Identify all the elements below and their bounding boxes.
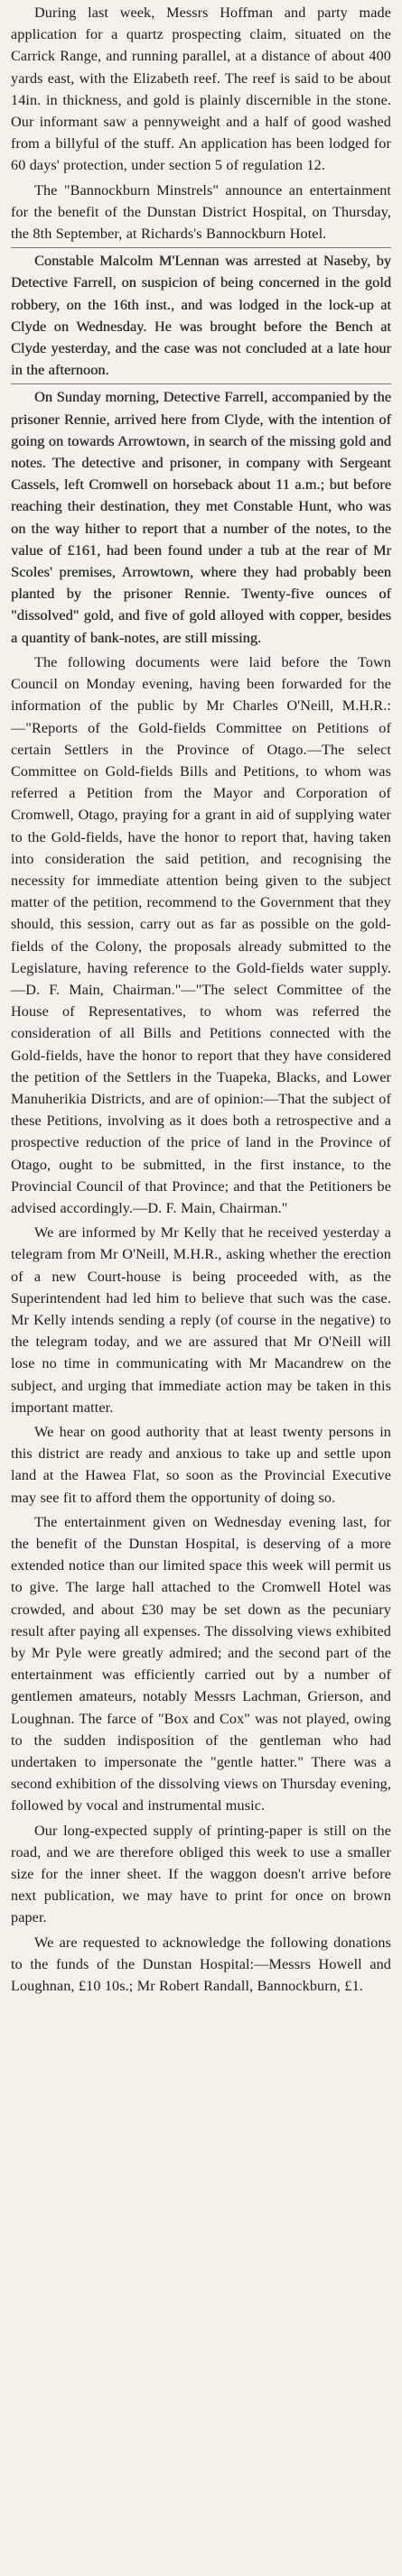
news-item-constable-arrest: Constable Malcolm M'Lennan was arrested at Naseby, by Detective Farrell, on suspicion of being concerned in the gold robbery, on the 16th inst., and was lodged in the lock-up at Clyde on Wednesday. He was brought before the Bench at Clyde yesterday, and the case was not concluded at a late hour in the afternoon. [11,247,391,381]
news-item-quartz-claim: During last week, Messrs Hoffman and party made application for a quartz prospecting claim, situated on the Carrick Range, and running parallel, at a distance of about 400 yards east, with the Elizabeth reef. The reef is said to be about 14in. in thickness, and gold is plainly discernible in the stone. Our informant saw a pennyweight and a half of good washed from a billyful of the stuff. An application has been lodged for 60 days' protection, under section 5 of regulation 12. [11,5,391,174]
news-item-hawea-flat-settlers: We hear on good authority that at least twenty persons in this district are ready and anxious to take up and settle upon land at the Hawea Flat, so soon as the Provincial Executive may see fit to afford them the opportunity of doing so. [11,1424,391,1506]
news-item-court-house-telegram: We are informed by Mr Kelly that he received yesterday a telegram from Mr O'Neill, M.H.R., asking whether the erection of a new Court-house is being proceeded with, as the Superintendent had led him to believe that such was the case. Mr Kelly intends sending a reply (of course in the negative) to the telegram today, and we are assured that Mr O'Neill will lose no time in communicating with Mr Macandrew on the subject, and urging that immediate action may be taken in this important matter. [11,1224,391,1416]
news-item-hospital-donations: We are requested to acknowledge the following donations to the funds of the Dunstan Hospital:—Messrs Howell and Loughnan, £10 10s.; Mr Robert Randall, Bannockburn, £1. [11,1934,391,1995]
news-item-bannockburn-minstrels: The "Bannockburn Minstrels" announce an entertainment for the benefit of the Dunstan District Hospital, on Thursday, the 8th September, at Richards's Bannockburn Hotel. [11,181,391,243]
news-item-printing-paper: Our long-expected supply of printing-paper is still on the road, and we are therefore obliged this week to use a smaller size for the inner sheet. If the waggon doesn't arrive before next publication, we may have to print for once on brown paper. [11,1822,391,1926]
news-item-hospital-entertainment: The entertainment given on Wednesday evening last, for the benefit of the Dunstan Hospital, is deserving of a more extended notice than our limited space this week will permit us to give. The large hall attached to the Cromwell Hotel was crowded, and about £30 may be set down as the pecuniary result after paying all expenses. The dissolving views exhibited by Mr Pyle were greatly admired; and the second part of the entertainment was efficiently carried out by a number of gentlemen amateurs, notably Messrs Lachman, Grierson, and Loughnan. The farce of "Box and Cox" was not played, owing to the sudden indisposition of the gentleman who had undertaken to impersonate the "gentle hatter." There was a second exhibition of the dissolving views on Thursday evening, followed by vocal and instrumental music. [11,1513,391,1814]
news-item-detective-farrell: On Sunday morning, Detective Farrell, accompanied by the prisoner Rennie, arrived here from Clyde, with the intention of going on towards Arrowtown, in search of the missing gold and notes. The detective and prisoner, in company with Sergeant Cassels, left Cromwell on horseback about 11 a.m.; but before reaching their destination, they met Constable Hunt, who was on the way hither to report that a number of the notes, to the value of £161, had been found under a tub at the rear of Mr Scoles' premises, Arrowtown, where they had probably been planted by the prisoner Rennie. Twenty-five ounces of "dissolved" gold, and five of gold alloyed with copper, besides a quantity of bank-notes, are still missing. [11,383,391,648]
news-item-town-council-documents: The following documents were laid before the Town Council on Monday evening, having been forwarded for the information of the public by Mr Charles O'Neill, M.H.R.:—"Reports of the Gold-fields Committee on Petitions of certain Settlers in the Province of Otago.—The select Committee on Gold-fields Bills and Petitions, to whom was referred a Petition from the Mayor and Corporation of Cromwell, Otago, praying for a grant in aid of supplying water to the Gold-fields, have the honor to report that, having taken into consideration the said petition, and recognising the necessity for immediate attention being given to the subject matter of the petition, recommend to the Government that they should, this session, carry out as far as possible on the gold-fields of the Colony, the proposals already submitted to the Legislature, having reference to the Gold-fields water supply.—D. F. Main, Chairman."—"The select Committee of the House of Representatives, to whom was referred the consideration of all Bills and Petitions connected with the Gold-fields, have the honor to report that they have considered the petition of the Settlers in the Tuapeka, Blacks, and Lower Manuherikia Districts, and are of opinion:—That the subject of these Petitions, involving as it does both a retrospective and a prospective reduction of the price of land in the Province of Otago, ought to be submitted, in the first instance, to the Provincial Council of that Province; and that the Petitioners be advised accordingly.—D. F. Main, Chairman." [11,653,391,1216]
